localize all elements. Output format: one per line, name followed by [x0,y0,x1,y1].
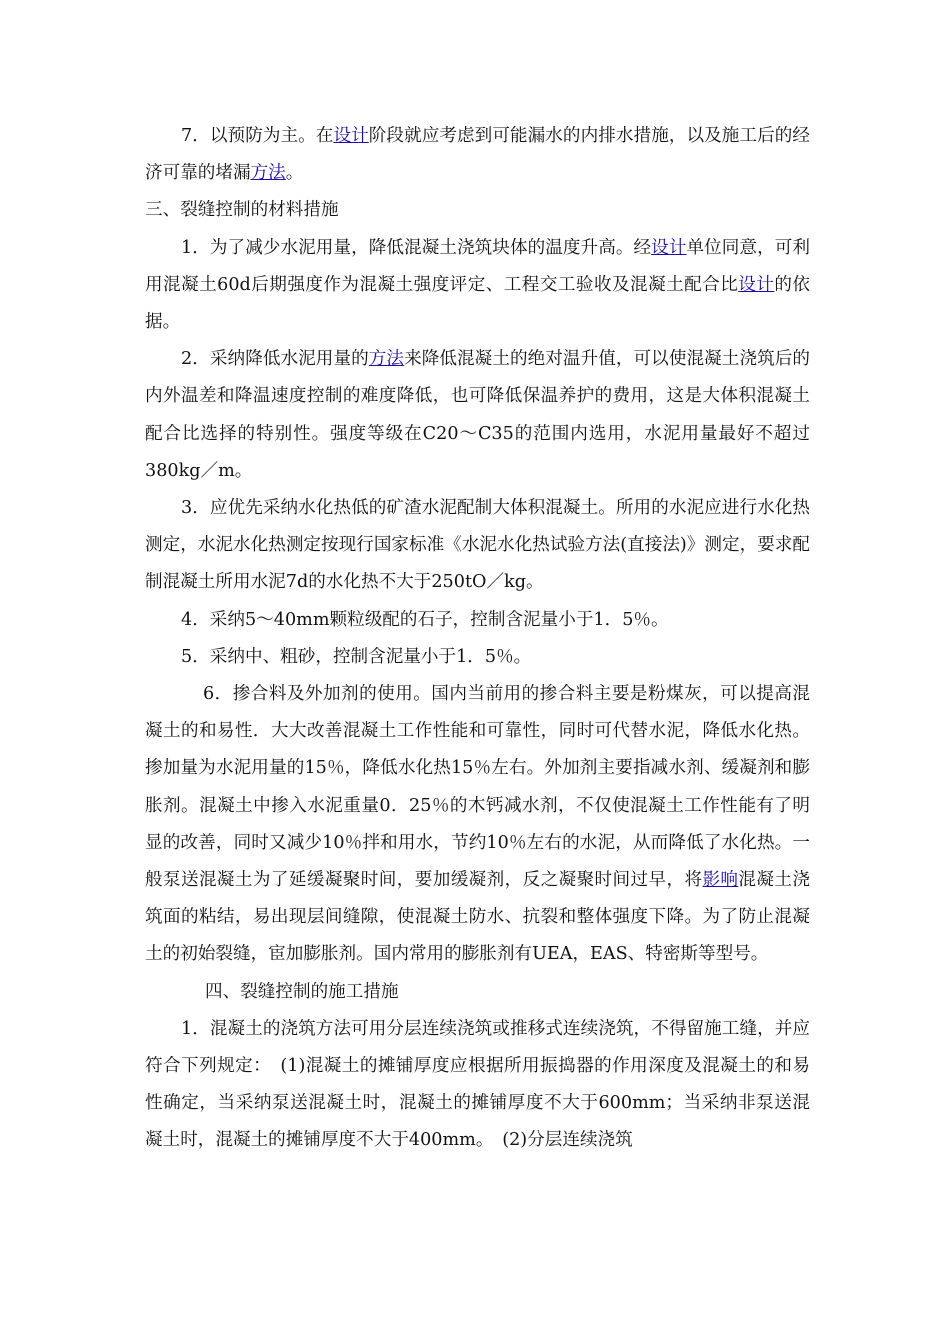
section-heading-material-measures: 三、裂缝控制的材料措施 [145,200,339,221]
paragraph-item-1-cement-reduction: 1．为了减少水泥用量，降低混凝土浇筑块体的温度升高。经设计单位同意，可利用混凝土60d后期强度作为混凝土强度评定、工程交工验收及混凝土配合比设计的依据。 [145,237,810,333]
hyperlink[interactable]: 影响 [702,870,739,891]
hyperlink[interactable]: 设计 [651,237,687,258]
hyperlink[interactable]: 方法 [368,349,405,370]
paragraph-item-6-admixtures: 6．掺合料及外加剂的使用。国内当前用的掺合料主要是粉煤灰，可以提高混凝土的和易性．大大改善混凝土工作性能和可靠性，同时可代替水泥，降低水化热。掺加量为水泥用量的15％，降低水化热15％左右。外加剂主要指减水剂、缓凝剂和膨胀剂。混凝土中掺入水泥重量0．25％的木钙减水剂，不仅使混凝土工作性能有了明显的改善，同时又减少10％拌和用水，节约10％左右的水泥，从而降低了水化热。一般泵送混凝土为了延缓凝聚时间，要加缓凝剂，反之凝聚时间过早，将影响混凝土浇筑面的粘结，易出现层间缝隙，使混凝土防水、抗裂和整体强度下降。为了防止混凝土的初始裂缝，宦加膨胀剂。国内常用的膨胀剂有UEA，EAS、特密斯等型号。 [145,684,810,965]
section-heading-construction-measures: 四、裂缝控制的施工措施 [205,981,399,1002]
hyperlink[interactable]: 设计 [738,274,775,295]
paragraph-item-7-prevention: 7．以预防为主。在设计阶段就应考虑到可能漏水的内排水措施，以及施工后的经济可靠的堵漏方法。 [145,126,810,184]
paragraph-item-5-sand: 5．采纳中、粗砂，控制含泥量小于1．5％。 [181,646,532,667]
paragraph-item-1-pouring-method: 1．混凝土的浇筑方法可用分层连续浇筑或推移式连续浇筑，不得留施工缝，并应符合下列规定： (1)混凝土的摊铺厚度应根据所用振捣器的作用深度及混凝土的和易性确定，当采纳泵送混凝土时，混凝土的摊铺厚度不大于600mm；当采纳非泵送混凝土时，混凝土的摊铺厚度不大于400mm。 (2)分层连续浇筑 [145,1018,810,1151]
hyperlink[interactable]: 方法 [250,163,286,184]
hyperlink[interactable]: 设计 [333,126,369,146]
paragraph-item-4-aggregate: 4．采纳5～40mm颗粒级配的石子，控制含泥量小于1．5％。 [181,609,669,630]
paragraph-item-2-cement-usage: 2．采纳降低水泥用量的方法来降低混凝土的绝对温升值，可以使混凝土浇筑后的内外温差和降温速度控制的难度降低，也可降低保温养护的费用，这是大体积混凝土配合比选择的特别性。强度等级在C20～C35的范围内选用，水泥用量最好不超过380kg／m。 [145,349,810,481]
document-page [145,118,810,1160]
paragraph-item-3-slag-cement: 3．应优先采纳水化热低的矿渣水泥配制大体积混凝土。所用的水泥应进行水化热测定，水泥水化热测定按现行国家标准《水泥水化热试验方法(直接法)》测定，要求配制混凝土所用水泥7d的水化热不大于250tO／kg。 [145,498,810,593]
